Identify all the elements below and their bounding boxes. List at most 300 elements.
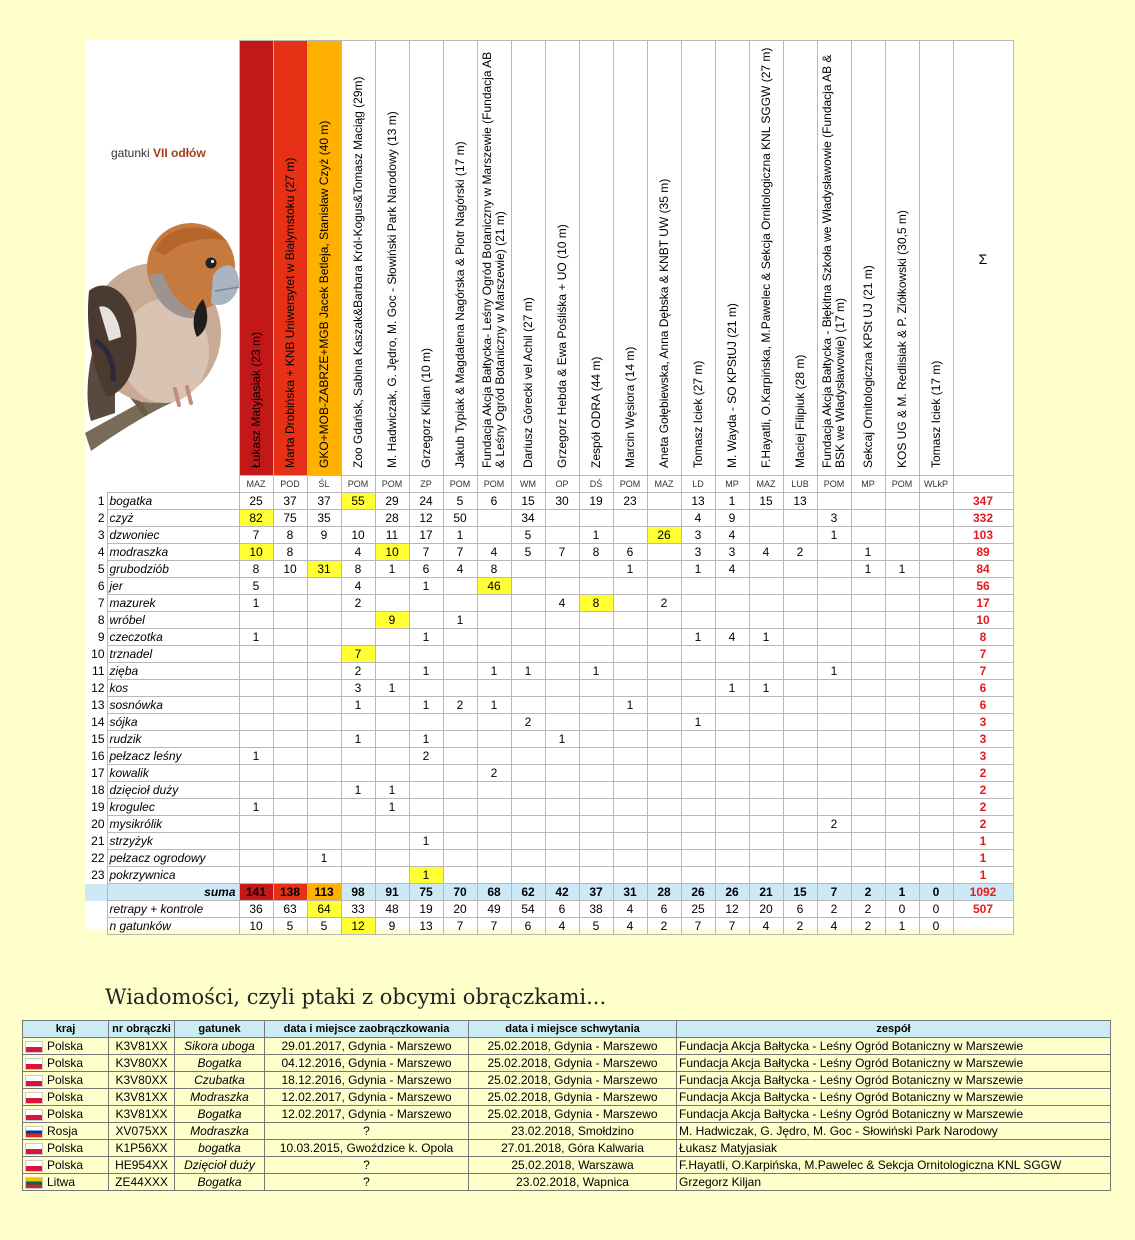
- count-cell: [443, 680, 477, 697]
- suma-row-cell: 91: [375, 884, 409, 901]
- species-row: [85, 578, 1013, 595]
- count-cell: [273, 612, 307, 629]
- count-cell: [273, 799, 307, 816]
- count-cell: [477, 629, 511, 646]
- species-name: sójka: [107, 714, 239, 731]
- count-cell: [919, 680, 953, 697]
- count-cell: [579, 561, 613, 578]
- count-cell: [273, 714, 307, 731]
- count-cell: [545, 561, 579, 578]
- count-cell: [681, 595, 715, 612]
- message-row: [23, 1072, 1111, 1089]
- count-cell: [885, 833, 919, 850]
- count-cell: [443, 765, 477, 782]
- count-cell: [783, 850, 817, 867]
- count-cell: [579, 714, 613, 731]
- count-cell: 5: [239, 578, 273, 595]
- species-name: sosnówka: [107, 697, 239, 714]
- count-cell: [579, 629, 613, 646]
- species-index: 15: [85, 731, 107, 748]
- count-cell: [307, 612, 341, 629]
- team-name: Jakub Typiak & Magdalena Nagórska & Piotr Nagórski (17 m): [452, 141, 467, 468]
- species-total: 6: [953, 697, 1013, 714]
- count-cell: [783, 714, 817, 731]
- country-flag-icon: [25, 1092, 43, 1104]
- count-cell: 1: [239, 595, 273, 612]
- count-cell: [375, 731, 409, 748]
- count-cell: [919, 782, 953, 799]
- retrapy-row-cell: 6: [545, 901, 579, 918]
- count-cell: 13: [681, 493, 715, 510]
- country-name: Polska: [47, 1090, 84, 1104]
- count-cell: [545, 765, 579, 782]
- count-cell: [477, 833, 511, 850]
- count-cell: [851, 833, 885, 850]
- team-header-5: [375, 41, 409, 476]
- species-total: 17: [953, 595, 1013, 612]
- count-cell: 5: [511, 527, 545, 544]
- count-cell: [681, 850, 715, 867]
- count-cell: [443, 731, 477, 748]
- count-cell: [307, 833, 341, 850]
- count-cell: 37: [273, 493, 307, 510]
- count-cell: [647, 714, 681, 731]
- ring-number: K3V80XX: [109, 1072, 175, 1089]
- count-cell: [477, 799, 511, 816]
- team-region: LD: [681, 476, 715, 493]
- count-cell: [783, 748, 817, 765]
- count-cell: [375, 595, 409, 612]
- retrapy-row-cell: 0: [919, 901, 953, 918]
- count-cell: [885, 697, 919, 714]
- count-cell: [341, 816, 375, 833]
- species-count-table: [85, 40, 1014, 935]
- species-row: [85, 595, 1013, 612]
- species-name: dzięcioł duży: [107, 782, 239, 799]
- count-cell: [647, 765, 681, 782]
- count-cell: [443, 748, 477, 765]
- count-cell: [613, 748, 647, 765]
- count-cell: [647, 544, 681, 561]
- count-cell: 15: [749, 493, 783, 510]
- team-region: MP: [851, 476, 885, 493]
- species-total: 56: [953, 578, 1013, 595]
- team-region: ŚL: [307, 476, 341, 493]
- count-cell: [273, 833, 307, 850]
- team-header-17: [783, 41, 817, 476]
- species-row: [85, 612, 1013, 629]
- country-name: Polska: [47, 1039, 84, 1053]
- count-cell: [375, 697, 409, 714]
- count-cell: [783, 578, 817, 595]
- count-cell: [341, 765, 375, 782]
- suma-row-cell: 2: [851, 884, 885, 901]
- count-cell: 1: [817, 663, 851, 680]
- count-cell: [817, 714, 851, 731]
- count-cell: 1: [715, 680, 749, 697]
- count-cell: [919, 663, 953, 680]
- count-cell: 7: [545, 544, 579, 561]
- count-cell: [443, 663, 477, 680]
- count-cell: [273, 816, 307, 833]
- count-cell: 2: [341, 663, 375, 680]
- ring-number: K1P56XX: [109, 1140, 175, 1157]
- count-cell: [341, 833, 375, 850]
- count-cell: [579, 646, 613, 663]
- count-cell: [239, 867, 273, 884]
- count-cell: [681, 731, 715, 748]
- count-cell: [307, 816, 341, 833]
- count-cell: [817, 850, 851, 867]
- count-cell: [307, 697, 341, 714]
- count-cell: 4: [341, 544, 375, 561]
- table-caption: gatunki VII odłów: [111, 145, 206, 160]
- count-cell: [375, 646, 409, 663]
- retrapy-row-cell: 0: [885, 901, 919, 918]
- species-row: [85, 510, 1013, 527]
- count-cell: [511, 816, 545, 833]
- species-cell: Bogatka: [175, 1055, 265, 1072]
- suma-row-cell: 0: [919, 884, 953, 901]
- count-cell: [341, 867, 375, 884]
- count-cell: [545, 714, 579, 731]
- retrapy-row-cell: 49: [477, 901, 511, 918]
- count-cell: [851, 510, 885, 527]
- count-cell: 1: [715, 493, 749, 510]
- species-cell: Bogatka: [175, 1174, 265, 1191]
- count-cell: [817, 578, 851, 595]
- count-cell: 3: [817, 510, 851, 527]
- species-count-row-cell: 1: [885, 918, 919, 935]
- suma-row-cell: 31: [613, 884, 647, 901]
- caught-date-place: 27.01.2018, Góra Kalwaria: [469, 1140, 677, 1157]
- count-cell: 1: [307, 850, 341, 867]
- count-cell: [477, 714, 511, 731]
- count-cell: [715, 782, 749, 799]
- count-cell: [851, 629, 885, 646]
- team-name: GKO+MOB-ZABRZE+MGB Jacek Betleja, Stanisław Czyż (40 m): [316, 120, 331, 468]
- species-total: 89: [953, 544, 1013, 561]
- count-cell: 1: [851, 544, 885, 561]
- count-cell: 46: [477, 578, 511, 595]
- count-cell: [307, 544, 341, 561]
- species-name: jer: [107, 578, 239, 595]
- count-cell: [613, 663, 647, 680]
- region-row-spacer: [85, 476, 239, 493]
- count-cell: 1: [817, 527, 851, 544]
- count-cell: [817, 612, 851, 629]
- count-cell: [749, 527, 783, 544]
- species-total: 6: [953, 680, 1013, 697]
- count-cell: [239, 663, 273, 680]
- species-count-row-cell: 6: [511, 918, 545, 935]
- caught-date-place: 25.02.2018, Gdynia - Marszewo: [469, 1055, 677, 1072]
- suma-row-cell: 68: [477, 884, 511, 901]
- team-region: MAZ: [647, 476, 681, 493]
- species-total: 332: [953, 510, 1013, 527]
- message-row: [23, 1089, 1111, 1106]
- count-cell: [817, 544, 851, 561]
- team-header-18: [817, 41, 851, 476]
- team-header-15: [715, 41, 749, 476]
- count-cell: [919, 867, 953, 884]
- team-header-9: [511, 41, 545, 476]
- species-row: [85, 867, 1013, 884]
- count-cell: [613, 816, 647, 833]
- suma-row-total: 1092: [953, 884, 1013, 901]
- count-cell: [919, 714, 953, 731]
- count-cell: [545, 816, 579, 833]
- count-cell: [273, 595, 307, 612]
- count-cell: [375, 748, 409, 765]
- count-cell: [919, 629, 953, 646]
- species-index: 3: [85, 527, 107, 544]
- count-cell: [579, 731, 613, 748]
- count-cell: [715, 850, 749, 867]
- species-index: 18: [85, 782, 107, 799]
- country-cell: [23, 1055, 109, 1072]
- team-region: POM: [443, 476, 477, 493]
- species-total: 1: [953, 867, 1013, 884]
- count-cell: [239, 782, 273, 799]
- count-cell: 7: [409, 544, 443, 561]
- messages-col-header: zespół: [677, 1021, 1111, 1038]
- count-cell: [749, 799, 783, 816]
- count-cell: [749, 697, 783, 714]
- count-cell: [919, 561, 953, 578]
- species-count-row-cell: 7: [715, 918, 749, 935]
- count-cell: 1: [239, 629, 273, 646]
- team-name: Łukasz Matyjasiak (23 m): [248, 331, 263, 468]
- retrapy-row: [85, 901, 1013, 918]
- team-header-20: [885, 41, 919, 476]
- count-cell: [477, 646, 511, 663]
- count-cell: [851, 612, 885, 629]
- count-cell: 75: [273, 510, 307, 527]
- species-count-row-label: n gatunków: [107, 918, 239, 935]
- species-count-row-cell: 4: [749, 918, 783, 935]
- count-cell: [613, 799, 647, 816]
- count-cell: [749, 561, 783, 578]
- caught-date-place: 25.02.2018, Gdynia - Marszewo: [469, 1038, 677, 1055]
- species-name: kos: [107, 680, 239, 697]
- team-region: OP: [545, 476, 579, 493]
- count-cell: [647, 493, 681, 510]
- species-total: 84: [953, 561, 1013, 578]
- species-total: 103: [953, 527, 1013, 544]
- species-total: 10: [953, 612, 1013, 629]
- count-cell: [307, 714, 341, 731]
- suma-row-cell: 70: [443, 884, 477, 901]
- count-cell: [409, 612, 443, 629]
- count-cell: 1: [579, 663, 613, 680]
- species-count-row-cell: 0: [919, 918, 953, 935]
- country-name: Rosja: [47, 1124, 78, 1138]
- count-cell: [341, 612, 375, 629]
- count-cell: [647, 510, 681, 527]
- country-name: Polska: [47, 1141, 84, 1155]
- count-cell: [273, 629, 307, 646]
- species-row: [85, 748, 1013, 765]
- count-cell: [239, 714, 273, 731]
- count-cell: 3: [715, 544, 749, 561]
- suma-row-cell: 21: [749, 884, 783, 901]
- ring-number: XV075XX: [109, 1123, 175, 1140]
- message-row: [23, 1157, 1111, 1174]
- count-cell: [885, 816, 919, 833]
- count-cell: [375, 833, 409, 850]
- ringed-date-place: 29.01.2017, Gdynia - Marszewo: [265, 1038, 469, 1055]
- count-cell: [885, 782, 919, 799]
- species-index: 21: [85, 833, 107, 850]
- messages-col-header: gatunek: [175, 1021, 265, 1038]
- count-cell: [409, 595, 443, 612]
- count-cell: 6: [409, 561, 443, 578]
- count-cell: [545, 748, 579, 765]
- count-cell: 1: [885, 561, 919, 578]
- count-cell: [477, 731, 511, 748]
- count-cell: [715, 578, 749, 595]
- count-cell: [681, 799, 715, 816]
- count-cell: 4: [681, 510, 715, 527]
- count-cell: [511, 561, 545, 578]
- country-cell: [23, 1089, 109, 1106]
- count-cell: [749, 816, 783, 833]
- count-cell: 8: [579, 544, 613, 561]
- count-cell: [545, 799, 579, 816]
- count-cell: 28: [375, 510, 409, 527]
- species-cell: Modraszka: [175, 1089, 265, 1106]
- count-cell: [239, 816, 273, 833]
- count-cell: [511, 833, 545, 850]
- count-cell: [273, 867, 307, 884]
- count-cell: [341, 629, 375, 646]
- count-cell: 4: [443, 561, 477, 578]
- species-row: [85, 646, 1013, 663]
- count-cell: 2: [409, 748, 443, 765]
- foreign-rings-table-wrapper: [22, 1020, 1110, 1191]
- count-cell: [783, 510, 817, 527]
- count-cell: 1: [511, 663, 545, 680]
- count-cell: [443, 850, 477, 867]
- count-cell: [545, 527, 579, 544]
- team-cell: F.Hayatli, O.Karpińska, M.Pawelec & Sekcja Ornitologiczna KNL SGGW: [677, 1157, 1111, 1174]
- team-header-1: [239, 41, 273, 476]
- count-cell: [511, 629, 545, 646]
- team-cell: Fundacja Akcja Bałtycka - Leśny Ogród Botaniczny w Marszewie: [677, 1089, 1111, 1106]
- count-cell: [851, 850, 885, 867]
- count-cell: [443, 629, 477, 646]
- count-cell: [341, 748, 375, 765]
- count-cell: [239, 680, 273, 697]
- sigma-symbol: Σ: [978, 251, 988, 267]
- retrapy-row-cell: 2: [851, 901, 885, 918]
- count-cell: 1: [613, 561, 647, 578]
- messages-col-header: nr obrączki: [109, 1021, 175, 1038]
- count-cell: [715, 799, 749, 816]
- count-cell: 2: [783, 544, 817, 561]
- team-header-14: [681, 41, 715, 476]
- retrapy-row-label: retrapy + kontrole: [107, 901, 239, 918]
- count-cell: [477, 680, 511, 697]
- retrapy-row-cell: 6: [647, 901, 681, 918]
- species-index: 6: [85, 578, 107, 595]
- count-cell: [817, 646, 851, 663]
- species-count-row-cell: 12: [341, 918, 375, 935]
- count-cell: [885, 510, 919, 527]
- team-header-19: [851, 41, 885, 476]
- team-name: Marta Drobińska + KNB Uniwersytet w Białymstoku (27 m): [282, 157, 297, 468]
- species-count-row-cell: 4: [817, 918, 851, 935]
- count-cell: [715, 697, 749, 714]
- count-cell: [817, 748, 851, 765]
- species-cell: bogatka: [175, 1140, 265, 1157]
- team-header-11: [579, 41, 613, 476]
- count-cell: [647, 629, 681, 646]
- count-cell: [273, 680, 307, 697]
- count-cell: [545, 510, 579, 527]
- count-cell: [851, 680, 885, 697]
- count-cell: [919, 646, 953, 663]
- species-total: 2: [953, 765, 1013, 782]
- count-cell: [647, 799, 681, 816]
- count-cell: [647, 782, 681, 799]
- count-cell: 1: [409, 578, 443, 595]
- count-cell: [273, 646, 307, 663]
- count-cell: [919, 527, 953, 544]
- count-cell: [681, 680, 715, 697]
- count-cell: [409, 714, 443, 731]
- count-cell: [647, 850, 681, 867]
- count-cell: [681, 765, 715, 782]
- count-cell: [885, 748, 919, 765]
- team-cell: Fundacja Akcja Bałtycka - Leśny Ogród Botaniczny w Marszewie: [677, 1106, 1111, 1123]
- team-region: LUB: [783, 476, 817, 493]
- retrapy-row-cell: 12: [715, 901, 749, 918]
- species-index: 19: [85, 799, 107, 816]
- team-header-4: [341, 41, 375, 476]
- team-region: POM: [341, 476, 375, 493]
- count-cell: [919, 595, 953, 612]
- species-name: pełzacz leśny: [107, 748, 239, 765]
- count-cell: [715, 714, 749, 731]
- count-cell: [307, 748, 341, 765]
- species-index: 2: [85, 510, 107, 527]
- country-name: Polska: [47, 1073, 84, 1087]
- team-name: Fundacja Akcja Bałtycka- Leśny Ogród Botaniczny w Marszewie (Fundacja AB & Leśny Ogród Botaniczny w Marszewie) (21 m): [480, 51, 507, 468]
- species-row: [85, 663, 1013, 680]
- team-region: POM: [613, 476, 647, 493]
- species-total: 8: [953, 629, 1013, 646]
- team-name: Aneta Gołębiewska, Anna Dębska & KNBT UW (35 m): [656, 178, 671, 468]
- retrapy-row-cell: 20: [443, 901, 477, 918]
- team-region: POM: [885, 476, 919, 493]
- count-cell: [647, 561, 681, 578]
- count-cell: 4: [715, 561, 749, 578]
- count-cell: [307, 646, 341, 663]
- team-name: Dariusz Górecki vel Achil (27 m): [520, 297, 535, 468]
- hawfinch-bird-image: [85, 41, 239, 471]
- count-cell: 1: [409, 731, 443, 748]
- count-cell: [545, 697, 579, 714]
- count-cell: [817, 493, 851, 510]
- count-cell: [273, 578, 307, 595]
- count-cell: 8: [273, 544, 307, 561]
- species-row: [85, 833, 1013, 850]
- count-cell: [783, 799, 817, 816]
- count-cell: [749, 595, 783, 612]
- count-cell: 10: [273, 561, 307, 578]
